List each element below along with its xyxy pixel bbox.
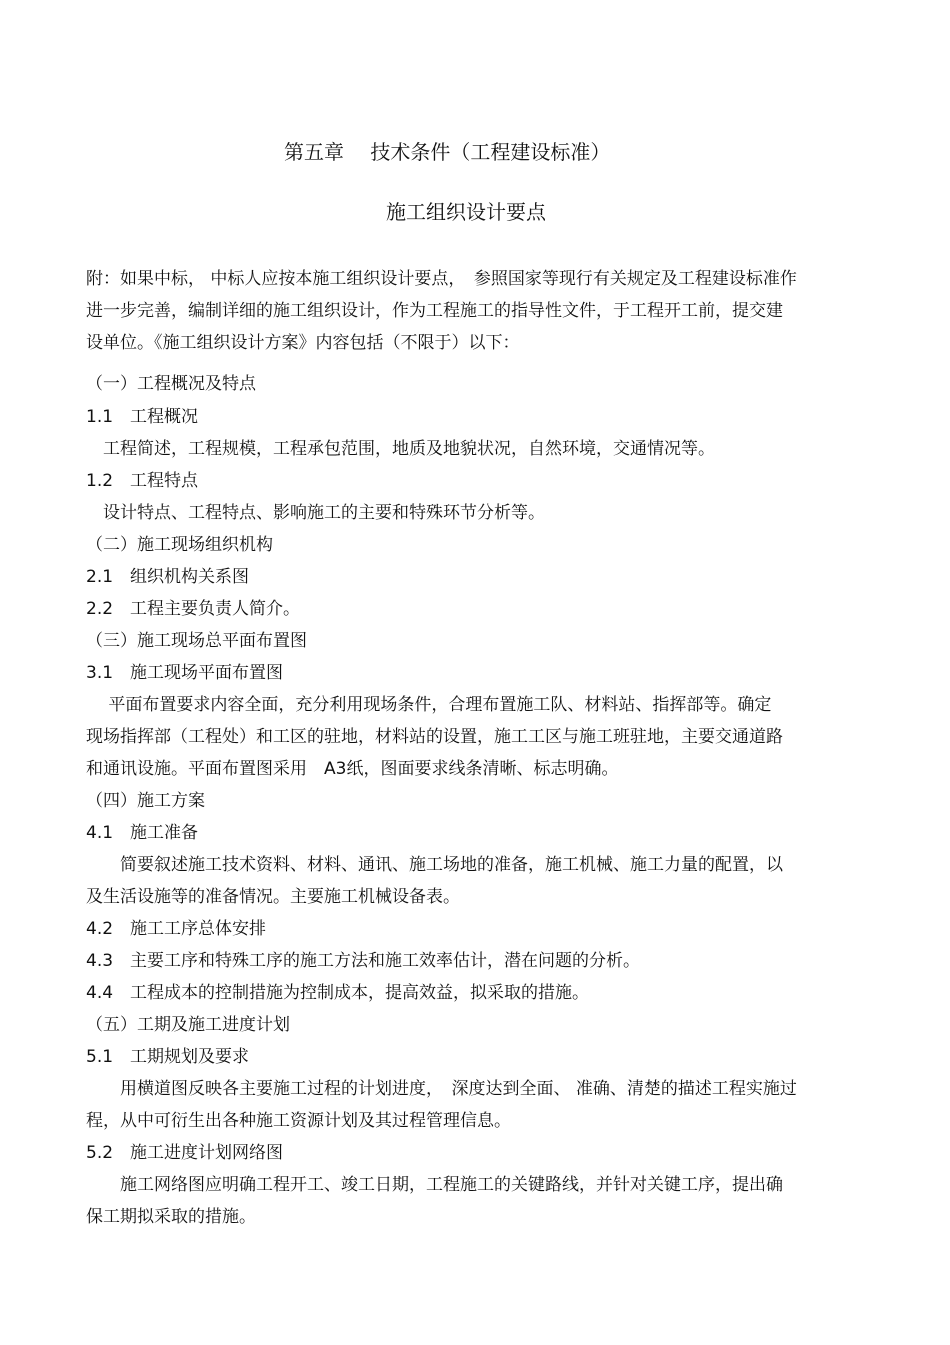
body-line: 保工期拟采取的措施。	[86, 1207, 256, 1227]
subsection-heading: 5.2 施工进度计划网络图	[86, 1143, 284, 1163]
chapter-title: 第五章 技术条件（工程建设标准）	[284, 140, 611, 164]
body-line: 和通讯设施。平面布置图采用 A3纸，图面要求线条清晰、标志明确。	[86, 759, 619, 779]
subsection-heading: 4.3 主要工序和特殊工序的施工方法和施工效率估计，潜在问题的分析。	[86, 951, 641, 971]
section-heading: （三）施工现场总平面布置图	[86, 631, 307, 651]
body-line: 施工网络图应明确工程开工、竣工日期，工程施工的关键路线，并针对关键工序，提出确	[86, 1175, 783, 1195]
body-line: 现场指挥部（工程处）和工区的驻地，材料站的设置，施工工区与施工班驻地，主要交通道路	[86, 727, 783, 747]
subsection-heading: 4.1 施工准备	[86, 823, 199, 843]
intro-line: 设单位。《施工组织设计方案》内容包括（不限于）以下：	[86, 333, 520, 353]
intro-line: 附：如果中标， 中标人应按本施工组织设计要点， 参照国家等现行有关规定及工程建设标准作	[86, 269, 797, 289]
body-line: 设计特点、工程特点、影响施工的主要和特殊环节分析等。	[86, 503, 545, 523]
section-heading: （二）施工现场组织机构	[86, 535, 273, 555]
section-heading: （一）工程概况及特点	[86, 374, 256, 394]
section-heading: （四）施工方案	[86, 791, 205, 811]
body-line: 工程简述，工程规模，工程承包范围，地质及地貌状况，自然环境，交通情况等。	[86, 439, 715, 459]
body-line: 用横道图反映各主要施工过程的计划进度， 深度达到全面、 准确、清楚的描述工程实施过	[86, 1079, 797, 1099]
subsection-heading: 4.2 施工工序总体安排	[86, 919, 267, 939]
subsection-heading: 5.1 工期规划及要求	[86, 1047, 250, 1067]
subsection-heading: 1.2 工程特点	[86, 471, 199, 491]
subsection-heading: 3.1 施工现场平面布置图	[86, 663, 284, 683]
section-heading: （五）工期及施工进度计划	[86, 1015, 290, 1035]
section-subtitle: 施工组织设计要点	[386, 200, 546, 224]
body-line: 平面布置要求内容全面，充分利用现场条件，合理布置施工队、材料站、指挥部等。确定	[86, 695, 772, 715]
intro-line: 进一步完善，编制详细的施工组织设计，作为工程施工的指导性文件，于工程开工前，提交建	[86, 301, 783, 321]
subsection-heading: 4.4 工程成本的控制措施为控制成本，提高效益，拟采取的措施。	[86, 983, 590, 1003]
subsection-heading: 2.2 工程主要负责人简介。	[86, 599, 301, 619]
body-line: 简要叙述施工技术资料、材料、通讯、施工场地的准备，施工机械、施工力量的配置，以	[86, 855, 783, 875]
body-line: 程，从中可衍生出各种施工资源计划及其过程管理信息。	[86, 1111, 511, 1131]
subsection-heading: 1.1 工程概况	[86, 407, 199, 427]
subsection-heading: 2.1 组织机构关系图	[86, 567, 250, 587]
body-line: 及生活设施等的准备情况。主要施工机械设备表。	[86, 887, 460, 907]
